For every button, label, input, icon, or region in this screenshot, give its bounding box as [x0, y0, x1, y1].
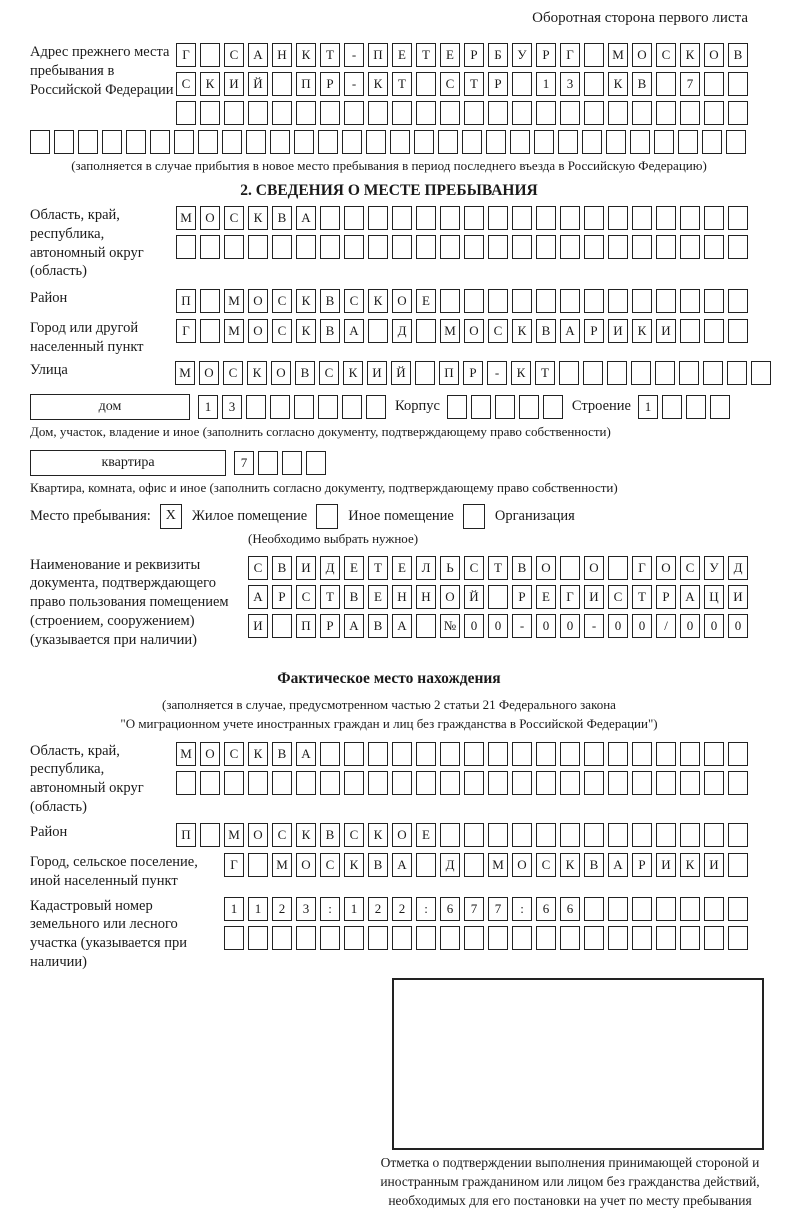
actual-city-label: Город, сельское поселение, иной населенный пункт	[30, 853, 198, 889]
actual-city-row: Г М О С К В А Д М О С К В А Р И К И	[224, 853, 748, 877]
stay-type-note: (Необходимо выбрать нужное)	[248, 530, 419, 546]
prev-address-block	[30, 43, 748, 125]
confirmation-mark-box	[392, 978, 764, 1150]
region-block	[30, 206, 748, 281]
stay-type-label: Место пребывания:	[30, 507, 151, 524]
stroenie-label: Строение	[571, 398, 631, 415]
stay-type-checkbox-residential: X	[160, 504, 182, 529]
district-label: Район	[30, 290, 68, 307]
page-header: Оборотная сторона первого листа	[532, 10, 748, 26]
stay-type-checkbox-other	[316, 504, 338, 529]
korpus-label: Корпус	[395, 398, 440, 415]
confirmation-mark-caption: Отметка о подтверждении выполнения принимающей стороной и иностранным гражданином или лицом без гражданства действий, необходимых для его постановки на учет по месту пребывания	[380, 1154, 760, 1208]
cadastral-block	[30, 897, 748, 972]
house-note: Дом, участок, владение и иное (заполнить согласно документу, подтверждающему право собственности)	[30, 423, 611, 439]
house-number-cells: 1 3	[198, 395, 386, 419]
prev-address-row-3	[176, 101, 748, 125]
region-label: Область, край, республика, автономный округ (область)	[30, 206, 144, 280]
prev-address-row-1: Г С А Н К Т - П Е Т Е Р Б У Р Г М О С К О В	[176, 43, 748, 67]
cadastral-row-2	[224, 926, 748, 950]
district-row: П М О С К В С К О Е	[176, 289, 748, 313]
actual-location-title: Фактическое место нахождения	[277, 669, 501, 687]
cadastral-label: Кадастровый номер земельного или лесного участка (указывается при наличии)	[30, 897, 187, 971]
actual-location-note-2: "О миграционном учете иностранных граждан и лиц без гражданства в Российской Федерации")	[120, 715, 658, 731]
actual-district-block	[30, 823, 748, 847]
document-row-2: А Р С Т В Е Н Н О Й Р Е Г И С Т Р А Ц И	[248, 585, 748, 609]
district-block	[30, 289, 748, 313]
stay-type-option-residential: Жилое помещение	[191, 507, 308, 524]
actual-region-label: Область, край, республика, автономный округ (область)	[30, 742, 144, 816]
document-row-1: С В И Д Е Т Е Л Ь С Т В О О Г О С У Д	[248, 556, 748, 580]
actual-region-block	[30, 742, 748, 817]
prev-address-label: Адрес прежнего места пребывания в Российской Федерации	[30, 44, 174, 98]
street-label: Улица	[30, 361, 68, 378]
street-row: М О С К О В С К И Й П Р - К Т	[175, 361, 771, 385]
actual-city-block	[30, 853, 748, 891]
city-block	[30, 319, 748, 357]
stay-type-option-other: Иное помещение	[348, 507, 454, 524]
section2-title: 2. СВЕДЕНИЯ О МЕСТЕ ПРЕБЫВАНИЯ	[240, 181, 538, 199]
stroenie-cells: 1	[638, 395, 730, 419]
korpus-cells	[447, 395, 563, 419]
street-block	[30, 361, 748, 385]
actual-location-note-1: (заполняется в случае, предусмотренном частью 2 статьи 21 Федерального закона	[162, 696, 616, 712]
apartment-cells: 7	[234, 451, 326, 475]
document-block	[30, 556, 748, 650]
document-label: Наименование и реквизиты документа, подтверждающего право пользования помещением (строением, сооружением) (указывается при наличии)	[30, 556, 229, 648]
cadastral-row-1: 1 1 2 3 : 1 2 2 : 6 7 7 : 6 6	[224, 897, 748, 921]
actual-district-row: П М О С К В С К О Е	[176, 823, 748, 847]
actual-district-label: Район	[30, 823, 68, 840]
region-row-2	[176, 235, 748, 259]
prev-address-row-4	[30, 130, 748, 154]
actual-region-row-2	[176, 771, 748, 795]
prev-address-row-2: С К И Й П Р - К Т С Т Р 1 3 К В 7	[176, 72, 748, 96]
apartment-note: Квартира, комната, офис и иное (заполнить согласно документу, подтверждающему право собственности)	[30, 479, 618, 495]
stay-type-checkbox-organization	[463, 504, 485, 529]
city-label: Город или другой населенный пункт	[30, 320, 144, 356]
apartment-box: квартира	[30, 450, 226, 476]
apartment-line	[30, 450, 748, 476]
stay-type-option-organization: Организация	[494, 507, 575, 524]
document-row-3: И П Р А В А № 0 0 - 0 0 - 0 0 / 0 0 0	[248, 614, 748, 638]
actual-region-row-1: М О С К В А	[176, 742, 748, 766]
stay-type-line	[30, 504, 748, 529]
city-row: Г М О С К В А Д М О С К В А Р И К И	[176, 319, 748, 343]
house-box: дом	[30, 394, 190, 420]
house-line	[30, 394, 748, 420]
region-row-1: М О С К В А	[176, 206, 748, 230]
prev-address-note: (заполняется в случае прибытия в новое место пребывания в период последнего въезда в Российскую Федерацию)	[71, 158, 707, 173]
